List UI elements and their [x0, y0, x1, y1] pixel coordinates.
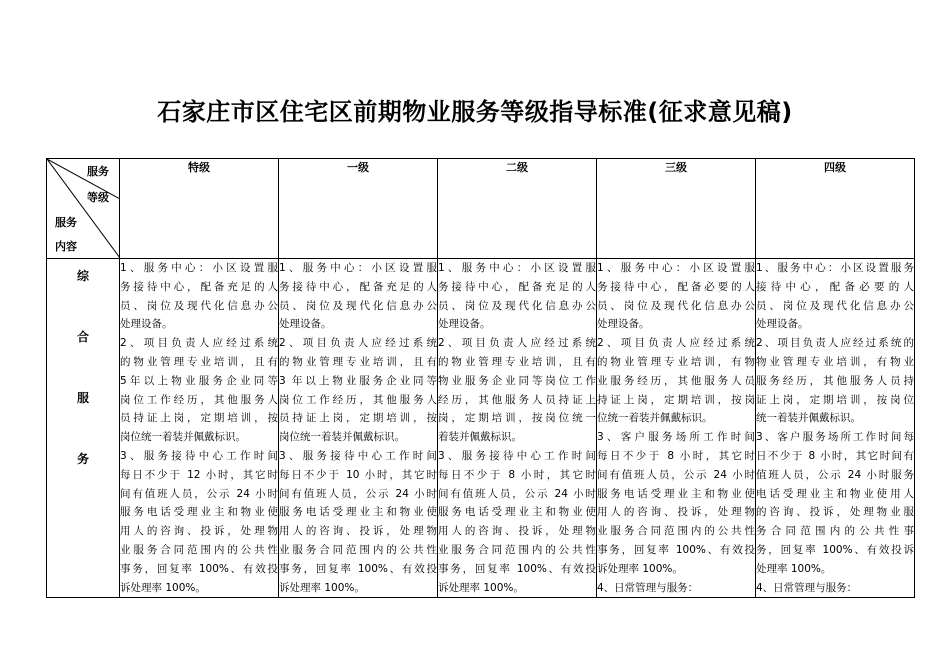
content-line: 3、客户服务场所工作时间	[597, 431, 755, 444]
content-line: 3、服务接待中心工作时间	[438, 449, 596, 462]
content-cell-level-1	[279, 259, 438, 598]
content-line: 每日不少于 12 小时，其它时	[120, 468, 278, 481]
content-line: 1、服务中心：小区设置服	[597, 262, 755, 274]
grade-header-special: 特级	[120, 159, 279, 259]
content-line: 事务，回复率 100%、有效投	[597, 543, 755, 556]
corner-header-cell	[47, 159, 120, 259]
content-line: 的物业管理专业培训，且有	[438, 355, 596, 368]
content-line: 用人的咨询、投诉，处理物	[279, 525, 437, 538]
category-char: 综	[76, 269, 89, 283]
content-line: 2、项目负责人应经过系统	[438, 337, 596, 350]
content-line: 诉处理率 100%。	[597, 562, 683, 575]
content-line: 岗位统一着装并佩戴标识。	[279, 431, 405, 444]
content-line: 事务，回复率 100%、有效投	[120, 562, 278, 575]
content-line: 业服务合同范围内的公共性	[597, 525, 755, 538]
content-line: 处理设备。	[438, 318, 491, 331]
content-line: 1、服务中心：小区设置服务	[756, 262, 914, 274]
content-line: 员、岗位及现代化信息办公	[597, 299, 755, 312]
content-line: 间有值班人员，公示 24 小时	[438, 487, 596, 500]
content-line: 的物业管理专业培训，且有	[120, 355, 278, 368]
content-line: 业服务经历，其他服务人员	[597, 374, 755, 387]
corner-label-service: 服务	[87, 165, 109, 178]
content-line: 1、服务中心：小区设置服	[279, 262, 437, 274]
content-line: 位统一着装并佩戴标识。	[597, 412, 713, 425]
content-line: 务接待中心，配备充足的人	[279, 280, 437, 293]
content-line: 每日不少于 8 小时，其它时	[438, 468, 596, 481]
content-line: 处理设备。	[597, 318, 650, 331]
content-line: 的咨询、投诉，处理物业服	[756, 506, 914, 519]
category-char: 服	[76, 391, 89, 405]
content-line: 的物业管理专业培训，且有	[279, 355, 437, 368]
content-line: 的物业管理专业培训，有物	[597, 355, 755, 368]
content-line: 员持证上岗，定期培训，按	[279, 412, 437, 425]
content-line: 4、日常管理与服务：	[597, 581, 699, 594]
content-line: 3 年以上物业服务企业同等	[279, 374, 437, 387]
content-line: 日不少于 8 小时，其它时间有	[756, 449, 914, 462]
content-line: 务合同范围内的公共性事	[756, 525, 914, 538]
content-line: 2、项目负责人应经过系统	[120, 337, 278, 350]
content-line: 服务电话受理业主和物业使	[597, 487, 755, 500]
content-line: 处理率 100%。	[756, 562, 832, 575]
grade-header-level-1: 一级	[279, 159, 438, 259]
content-line: 处理设备。	[120, 318, 173, 331]
content-line: 员、岗位及现代化信息办公	[438, 299, 596, 312]
content-cell-special	[120, 259, 279, 598]
content-line: 诉处理率 100%。	[279, 581, 365, 594]
content-line: 业服务合同范围内的公共性	[279, 543, 437, 556]
content-line: 用人的咨询、投诉，处理物	[597, 506, 755, 519]
corner-label-content-1: 服务	[55, 216, 77, 229]
content-line: 处理设备。	[756, 318, 809, 331]
content-line: 处理设备。	[279, 318, 332, 331]
grade-header-level-3: 三级	[597, 159, 756, 259]
content-line: 间有值班人员，公示 24 小时	[597, 468, 755, 481]
content-line: 诉处理率 100%。	[120, 581, 206, 594]
content-line: 间有值班人员，公示 24 小时	[279, 487, 437, 500]
content-line: 值班人员，公示 24 小时服务	[756, 468, 914, 481]
category-char: 合	[76, 330, 89, 344]
category-char: 务	[76, 452, 89, 466]
content-line: 业服务合同范围内的公共性	[438, 543, 596, 556]
content-line: 每日不少于 8 小时，其它时	[597, 449, 755, 462]
content-line: 每日不少于 10 小时，其它时	[279, 468, 437, 481]
content-cell-level-2	[438, 259, 597, 598]
content-line: 务，回复率 100%、有效投诉	[756, 543, 914, 556]
content-line: 用人的咨询、投诉，处理物	[120, 525, 278, 538]
content-line: 1、服务中心：小区设置服	[120, 262, 278, 274]
content-line: 证上岗，定期培训，按岗位	[756, 393, 914, 406]
document-title: 石家庄市区住宅区前期物业服务等级指导标准(征求意见稿)	[157, 98, 793, 126]
content-line: 服务经历，其他服务人员持	[756, 374, 914, 387]
content-line: 岗位统一着装并佩戴标识。	[120, 431, 246, 444]
content-line: 岗位工作经历，其他服务人	[279, 393, 437, 406]
content-line: 持证上岗，定期培训，按岗	[597, 393, 755, 406]
grade-header-level-4: 四级	[756, 159, 915, 259]
service-standard-table	[46, 158, 915, 598]
content-line: 着装并佩戴标识。	[438, 431, 522, 444]
content-line: 服务电话受理业主和物业使	[438, 506, 596, 519]
content-line: 接待中心，配备必要的人	[756, 280, 914, 293]
content-line: 员、岗位及现代化信息办公	[120, 299, 278, 312]
content-line: 业服务合同范围内的公共性	[120, 543, 278, 556]
content-line: 事务，回复率 100%、有效投	[438, 562, 596, 575]
content-line: 服务电话受理业主和物业使	[120, 506, 278, 519]
corner-label-grade: 等级	[87, 191, 109, 204]
header-row	[47, 159, 915, 259]
content-line: 岗，定期培训，按岗位统一	[438, 412, 596, 425]
content-line: 2、项目负责人应经过系统	[279, 337, 437, 350]
content-line: 诉处理率 100%。	[438, 581, 524, 594]
content-line: 员、岗位及现代化信息办公	[756, 299, 914, 312]
content-line: 5年以上物业服务企业同等	[120, 374, 278, 387]
content-line: 1、服务中心：小区设置服	[438, 262, 596, 274]
content-line: 用人的咨询、投诉，处理物	[438, 525, 596, 538]
content-line: 经历，其他服务人员持证上	[438, 393, 596, 406]
content-line: 务接待中心，配备充足的人	[120, 280, 278, 293]
content-line: 服务电话受理业主和物业使	[279, 506, 437, 519]
content-line: 务接待中心，配备充足的人	[438, 280, 596, 293]
category-cell	[47, 259, 120, 598]
content-cell-level-4	[756, 259, 915, 598]
content-cell-level-3	[597, 259, 756, 598]
content-line: 电话受理业主和物业使用人	[756, 487, 914, 500]
content-line: 岗位工作经历，其他服务人	[120, 393, 278, 406]
corner-label-content-2: 内容	[55, 240, 77, 253]
content-line: 4、日常管理与服务：	[756, 581, 858, 594]
content-line: 间有值班人员，公示 24 小时	[120, 487, 278, 500]
content-line: 统一着装并佩戴标识。	[756, 412, 861, 425]
grade-header-level-2: 二级	[438, 159, 597, 259]
content-line: 员、岗位及现代化信息办公	[279, 299, 437, 312]
comprehensive-service-row	[47, 259, 915, 598]
content-line: 务接待中心，配备必要的人	[597, 280, 755, 293]
content-line: 3、服务接待中心工作时间	[120, 449, 278, 462]
content-line: 物业服务企业同等岗位工作	[438, 374, 596, 387]
content-line: 2、项目负责人应经过系统的	[756, 337, 914, 350]
content-line: 2、项目负责人应经过系统	[597, 337, 755, 350]
content-line: 3、服务接待中心工作时间	[279, 449, 437, 462]
content-line: 物业管理专业培训，有物业	[756, 355, 914, 368]
content-line: 3、客户服务场所工作时间每	[756, 431, 914, 444]
content-line: 员持证上岗，定期培训，按	[120, 412, 278, 425]
content-line: 事务，回复率 100%、有效投	[279, 562, 437, 575]
